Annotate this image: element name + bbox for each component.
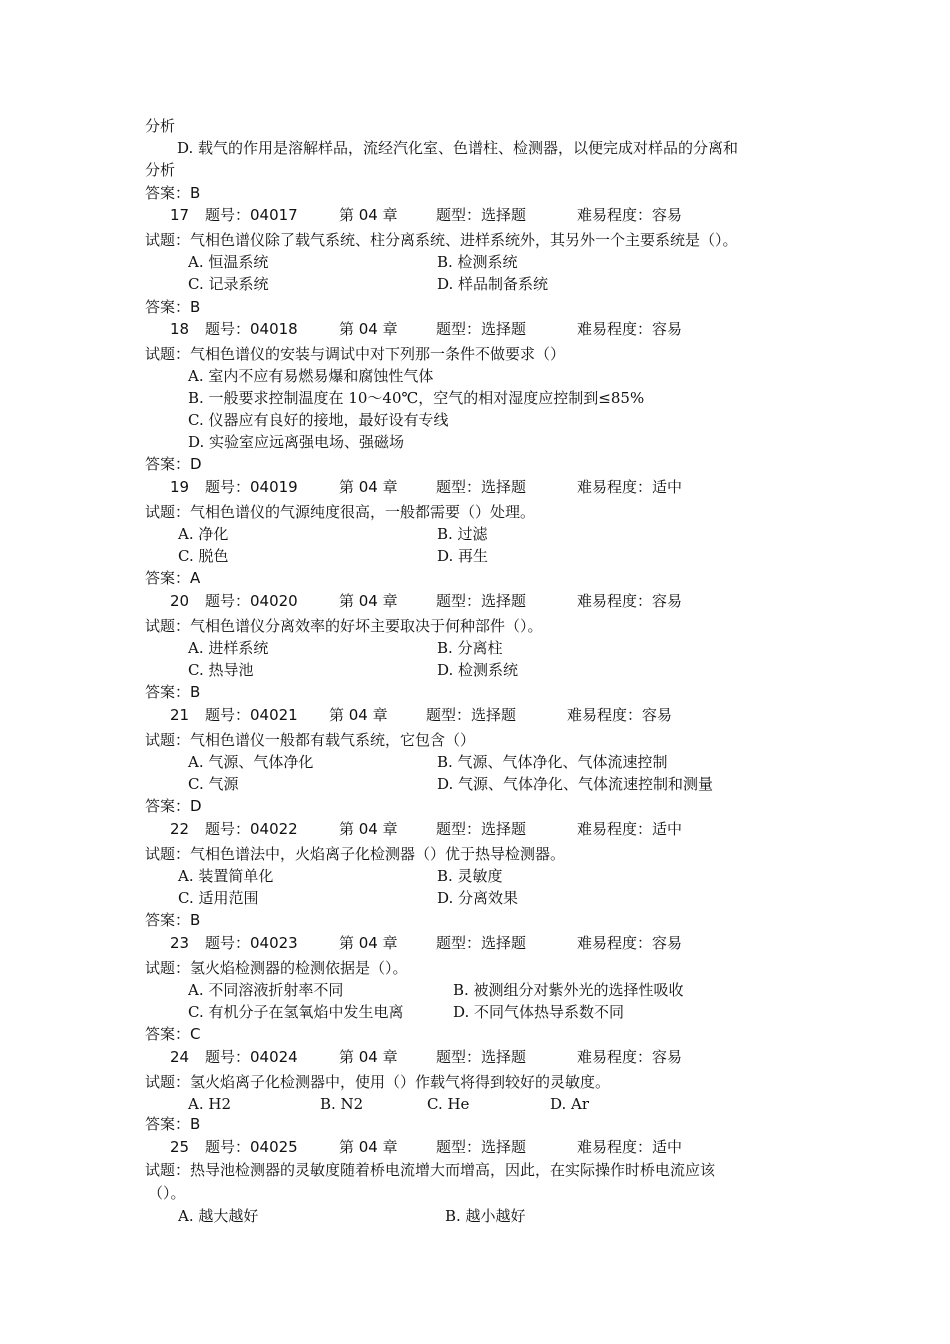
question-stem-continued: （）。 [148, 1184, 186, 1202]
question-stem: 试题：气相色谱法中，火焰离子化检测器（）优于热导检测器。 [145, 845, 566, 863]
option-a: A. 装置简单化 [178, 867, 274, 885]
option-a: A. H2 [188, 1095, 231, 1113]
option-a: A. 净化 [178, 525, 229, 543]
question-type: 题型：选择题 [436, 320, 527, 338]
text-line: 分析 [145, 117, 176, 135]
question-id: 题号：04024 [205, 1048, 298, 1066]
answer: 答案：D [145, 455, 202, 473]
question-number: 23 [170, 934, 190, 952]
chapter: 第 04 章 [339, 1138, 398, 1156]
chapter: 第 04 章 [339, 320, 398, 338]
question-type: 题型：选择题 [436, 592, 527, 610]
question-stem: 试题：气相色谱仪的安装与调试中对下列那一条件不做要求（） [145, 345, 566, 363]
question-stem: 试题：气相色谱仪分离效率的好坏主要取决于何种部件（）。 [145, 617, 543, 635]
question-type: 题型：选择题 [436, 820, 527, 838]
difficulty: 难易程度：适中 [577, 820, 683, 838]
answer: 答案：D [145, 797, 202, 815]
option-c: C. 热导池 [188, 661, 254, 679]
option-d: D. 不同气体热导系数不同 [453, 1003, 625, 1021]
option-c: C. 适用范围 [178, 889, 259, 907]
question-stem: 试题：氢火焰离子化检测器中，使用（）作载气将得到较好的灵敏度。 [145, 1073, 611, 1091]
chapter: 第 04 章 [339, 1048, 398, 1066]
option-c: C. He [427, 1095, 470, 1113]
question-number: 21 [170, 706, 190, 724]
question-id: 题号：04017 [205, 206, 298, 224]
question-type: 题型：选择题 [436, 1138, 527, 1156]
option-c: C. 记录系统 [188, 275, 269, 293]
option-c: C. 气源 [188, 775, 239, 793]
question-id: 题号：04018 [205, 320, 298, 338]
answer: 答案：C [145, 1025, 201, 1043]
question-number: 20 [170, 592, 190, 610]
difficulty: 难易程度：容易 [577, 206, 683, 224]
option-d: D. 气源、气体净化、气体流速控制和测量 [437, 775, 714, 793]
answer: 答案：B [145, 683, 201, 701]
difficulty: 难易程度：容易 [577, 1048, 683, 1066]
question-number: 17 [170, 206, 190, 224]
option-d: D. 再生 [437, 547, 489, 565]
answer: 答案：A [145, 569, 201, 587]
question-stem: 试题：氢火焰检测器的检测依据是（）。 [145, 959, 408, 977]
question-number: 18 [170, 320, 190, 338]
option-c: C. 仪器应有良好的接地，最好设有专线 [188, 411, 449, 429]
question-id: 题号：04025 [205, 1138, 298, 1156]
answer: 答案：B [145, 184, 201, 202]
question-stem: 试题：热导池检测器的灵敏度随着桥电流增大而增高，因此，在实际操作时桥电流应该 [145, 1161, 716, 1179]
option-d: D. 载气的作用是溶解样品，流经汽化室、色谱柱、检测器，以便完成对样品的分离和 [177, 139, 739, 157]
option-d: D. 检测系统 [437, 661, 519, 679]
question-id: 题号：04021 [205, 706, 298, 724]
question-id: 题号：04023 [205, 934, 298, 952]
option-c: C. 有机分子在氢氧焰中发生电离 [188, 1003, 404, 1021]
option-a: A. 进样系统 [188, 639, 269, 657]
question-id: 题号：04019 [205, 478, 298, 496]
question-id: 题号：04022 [205, 820, 298, 838]
chapter: 第 04 章 [339, 820, 398, 838]
option-a: A. 气源、气体净化 [188, 753, 314, 771]
option-a: A. 越大越好 [178, 1207, 259, 1225]
option-a: A. 室内不应有易燃易爆和腐蚀性气体 [188, 367, 434, 385]
difficulty: 难易程度：容易 [577, 320, 683, 338]
chapter: 第 04 章 [329, 706, 388, 724]
question-number: 25 [170, 1138, 190, 1156]
option-b: B. 被测组分对紫外光的选择性吸收 [453, 981, 684, 999]
option-d: D. Ar [550, 1095, 590, 1113]
option-b: B. 气源、气体净化、气体流速控制 [437, 753, 668, 771]
question-type: 题型：选择题 [436, 206, 527, 224]
answer: 答案：B [145, 1115, 201, 1133]
difficulty: 难易程度：容易 [577, 592, 683, 610]
question-type: 题型：选择题 [436, 934, 527, 952]
option-b: B. 分离柱 [437, 639, 503, 657]
option-d: D. 实验室应远离强电场、强磁场 [188, 433, 405, 451]
option-d: D. 分离效果 [437, 889, 519, 907]
difficulty: 难易程度：容易 [577, 934, 683, 952]
option-b: B. 过滤 [437, 525, 488, 543]
option-d: D. 样品制备系统 [437, 275, 549, 293]
answer: 答案：B [145, 911, 201, 929]
question-stem: 试题：气相色谱仪一般都有载气系统，它包含（） [145, 731, 476, 749]
option-b: B. 检测系统 [437, 253, 518, 271]
question-type: 题型：选择题 [426, 706, 517, 724]
difficulty: 难易程度：容易 [567, 706, 673, 724]
question-id: 题号：04020 [205, 592, 298, 610]
question-type: 题型：选择题 [436, 478, 527, 496]
difficulty: 难易程度：适中 [577, 478, 683, 496]
option-b: B. 越小越好 [445, 1207, 526, 1225]
answer: 答案：B [145, 298, 201, 316]
text-line: 分析 [145, 161, 176, 179]
option-b: B. N2 [320, 1095, 364, 1113]
question-number: 24 [170, 1048, 190, 1066]
chapter: 第 04 章 [339, 934, 398, 952]
option-b: B. 灵敏度 [437, 867, 503, 885]
option-a: A. 恒温系统 [188, 253, 269, 271]
question-type: 题型：选择题 [436, 1048, 527, 1066]
option-b: B. 一般要求控制温度在 10～40℃，空气的相对湿度应控制到≤85% [188, 389, 645, 407]
question-number: 19 [170, 478, 190, 496]
option-a: A. 不同溶液折射率不同 [188, 981, 344, 999]
option-c: C. 脱色 [178, 547, 229, 565]
chapter: 第 04 章 [339, 206, 398, 224]
question-number: 22 [170, 820, 190, 838]
difficulty: 难易程度：适中 [577, 1138, 683, 1156]
chapter: 第 04 章 [339, 592, 398, 610]
chapter: 第 04 章 [339, 478, 398, 496]
question-stem: 试题：气相色谱仪的气源纯度很高，一般都需要（）处理。 [145, 503, 536, 521]
question-stem: 试题：气相色谱仪除了载气系统、柱分离系统、进样系统外，其另外一个主要系统是（）。 [145, 231, 738, 249]
